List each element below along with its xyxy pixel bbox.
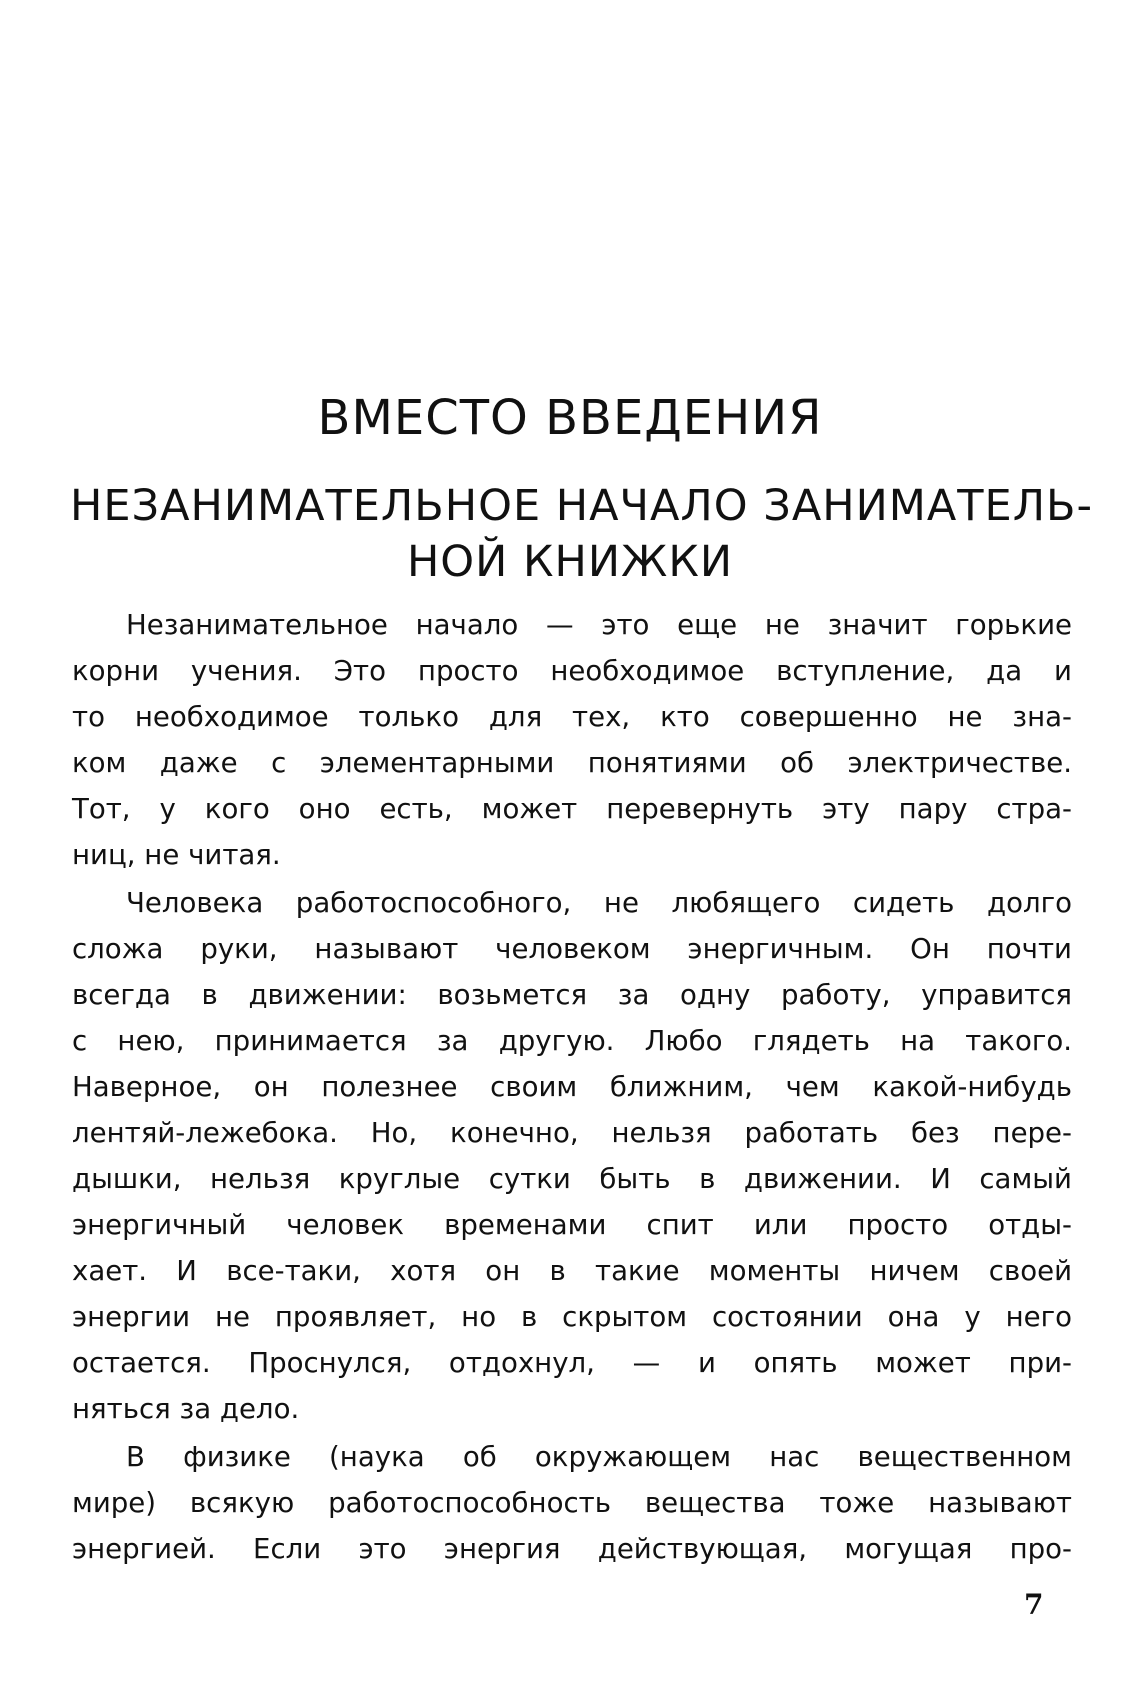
chapter-subtitle [70, 478, 1094, 590]
subtitle-line-1: НЕЗАНИМАТЕЛЬНОЕ НАЧАЛО ЗАНИМАТЕЛЬ- [70, 481, 1094, 531]
chapter-title: ВМЕСТО ВВЕДЕНИЯ [317, 390, 823, 446]
paragraph-1 [72, 602, 1072, 878]
text-line: мире) всякую работоспособность вещества тоже называют [72, 1486, 1072, 1519]
text-line: энергией. Если это энергия действующая, могущая про- [72, 1532, 1072, 1565]
text-line: Человека работоспособного, не любящего сидеть долго [126, 886, 1072, 919]
text-line: Наверное, он полезнее своим ближним, чем какой-нибудь [72, 1070, 1072, 1103]
text-line: ком даже с элементарными понятиями об электричестве. [72, 746, 1072, 779]
body-text [72, 602, 1072, 1574]
text-line: энергичный человек временами спит или просто отды- [72, 1208, 1072, 1241]
subtitle-line-2: НОЙ КНИЖКИ [406, 537, 734, 587]
text-line: энергии не проявляет, но в скрытом состоянии она у него [72, 1300, 1072, 1333]
text-line: дышки, нельзя круглые сутки быть в движении. И самый [72, 1162, 1072, 1195]
page-number: 7 [1024, 1588, 1044, 1621]
text-line: всегда в движении: возьмется за одну работу, управится [72, 978, 1072, 1011]
text-line: ниц, не читая. [72, 838, 281, 871]
text-line: Незанимательное начало — это еще не значит горькие [126, 608, 1072, 641]
text-line: сложа руки, называют человеком энергичным. Он почти [72, 932, 1072, 965]
paragraph-2 [72, 880, 1072, 1432]
text-line: хает. И все-таки, хотя он в такие моменты ничем своей [72, 1254, 1072, 1287]
text-line: корни учения. Это просто необходимое вступление, да и [72, 654, 1072, 687]
paragraph-3 [72, 1434, 1072, 1572]
text-line: В физике (наука об окружающем нас вещественном [126, 1440, 1072, 1473]
text-line: няться за дело. [72, 1392, 300, 1425]
text-line: лентяй-лежебока. Но, конечно, нельзя работать без пере- [72, 1116, 1072, 1149]
text-line: то необходимое только для тех, кто совершенно не зна- [72, 700, 1072, 733]
text-line: остается. Проснулся, отдохнул, — и опять может при- [72, 1346, 1072, 1379]
text-line: Тот, у кого оно есть, может перевернуть эту пару стра- [72, 792, 1072, 825]
text-line: с нею, принимается за другую. Любо глядеть на такого. [72, 1024, 1072, 1057]
